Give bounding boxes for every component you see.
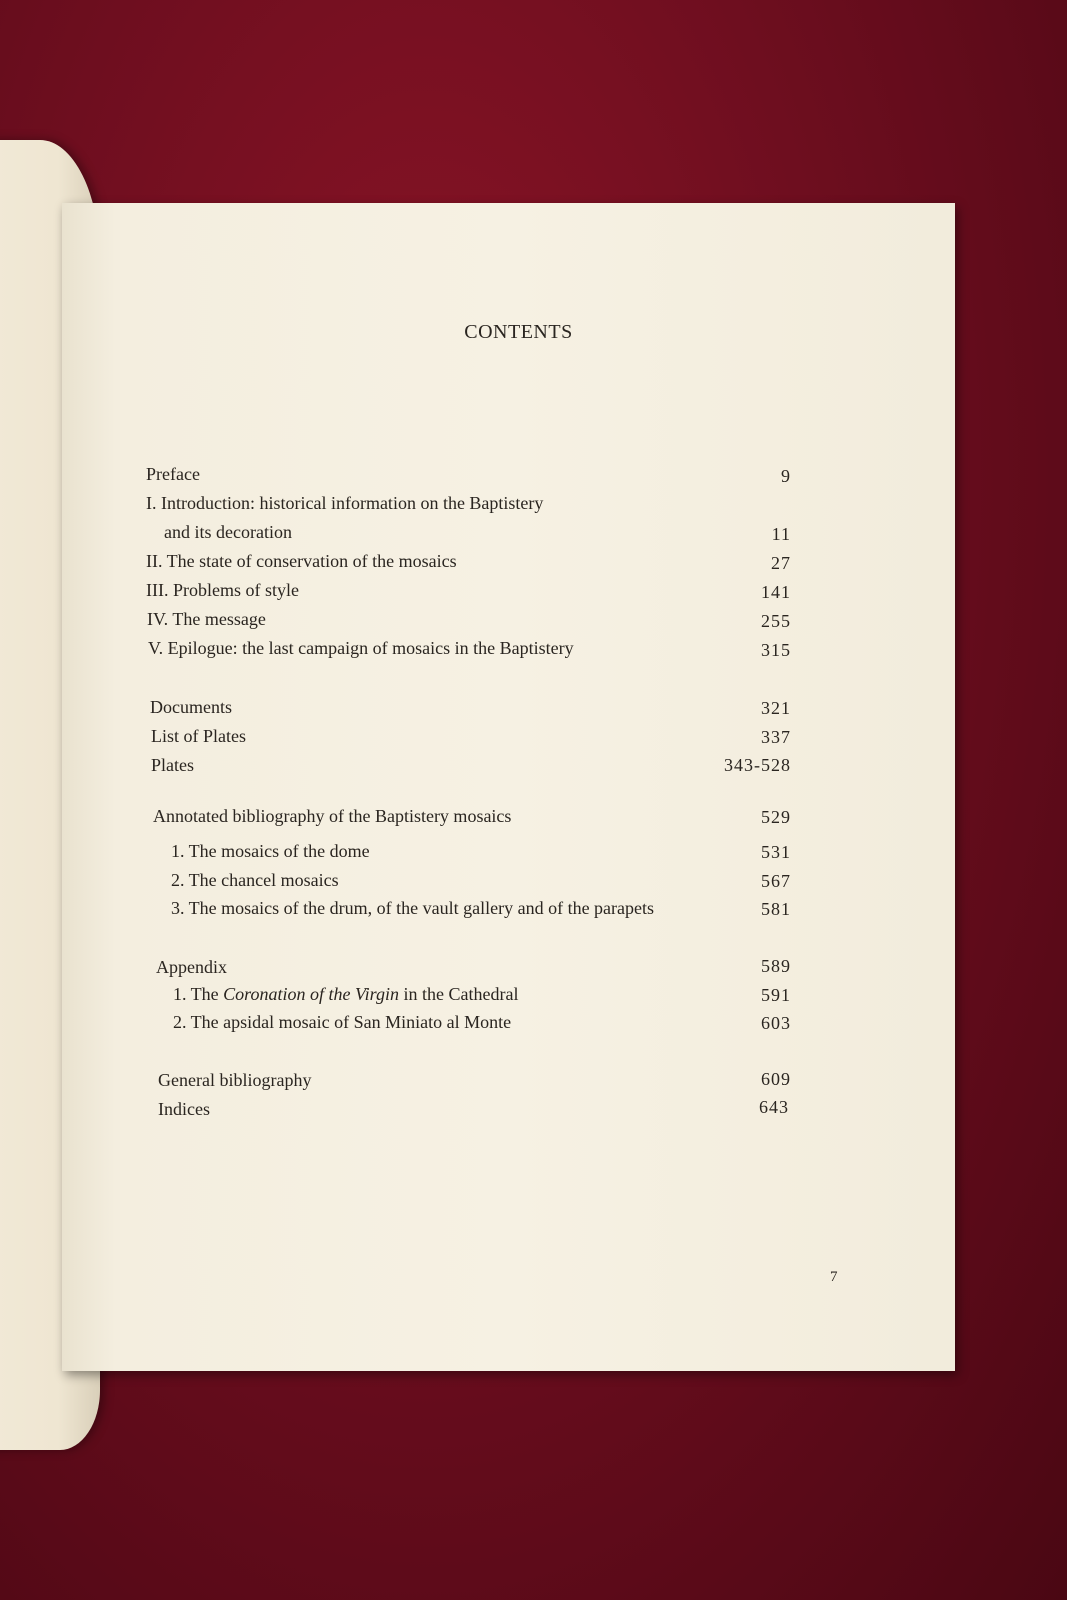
toc-subentry-san-miniato: 2. The apsidal mosaic of San Miniato al Monte [173,1012,512,1032]
toc-page-annotated-bibliography: 529 [761,807,791,827]
toc-entry-general-bibliography: General bibliography [158,1070,312,1090]
toc-subentry-drum: 3. The mosaics of the drum, of the vault gallery and of the parapets [171,898,655,918]
coronation-italic-title: Coronation of the Virgin [223,984,400,1004]
toc-page-chapter-5: 315 [761,640,791,660]
toc-page-chapter-4: 255 [761,611,791,631]
toc-page-san-miniato: 603 [761,1013,791,1033]
toc-subentry-dome: 1. The mosaics of the dome [171,841,370,861]
toc-entry-list-of-plates: List of Plates [151,726,246,746]
coronation-suffix: in the Cathedral [399,984,519,1004]
toc-entry-chapter-1: I. Introduction: historical information on the Baptistery [146,493,544,513]
toc-page-documents: 321 [761,698,791,718]
toc-page-dome: 531 [761,842,791,862]
toc-page-indices: 643 [759,1097,789,1117]
toc-entry-appendix: Appendix [156,957,227,977]
toc-page-coronation: 591 [761,985,791,1005]
toc-entry-chapter-3: III. Problems of style [146,580,299,600]
toc-entry-chapter-1-cont: and its decoration [164,522,292,542]
toc-entry-documents: Documents [150,697,232,717]
toc-entry-indices: Indices [158,1099,210,1119]
page-title: CONTENTS [464,321,573,343]
toc-entry-chapter-4: IV. The message [147,609,266,629]
toc-page-chancel: 567 [761,871,791,891]
toc-page-chapter-3: 141 [761,582,791,602]
toc-entry-annotated-bibliography: Annotated bibliography of the Baptistery mosaics [153,806,512,826]
toc-entry-chapter-5: V. Epilogue: the last campaign of mosaics in the Baptistery [148,638,574,658]
toc-entry-plates: Plates [151,755,194,775]
toc-page-list-of-plates: 337 [761,727,791,747]
toc-subentry-chancel: 2. The chancel mosaics [171,870,339,890]
contents-page [62,203,955,1371]
toc-page-preface: 9 [781,466,791,486]
page-number: 7 [830,1269,838,1285]
toc-page-chapter-2: 27 [771,553,791,573]
toc-subentry-coronation [173,983,518,1005]
toc-entry-chapter-2: II. The state of conservation of the mosaics [146,551,457,571]
toc-page-plates: 343-528 [724,755,791,775]
toc-page-appendix: 589 [761,956,791,976]
toc-page-drum: 581 [761,899,791,919]
toc-page-general-bibliography: 609 [761,1069,791,1089]
coronation-prefix: 1. The [173,984,224,1004]
toc-entry-preface: Preface [146,464,200,484]
toc-page-chapter-1: 11 [771,524,791,544]
